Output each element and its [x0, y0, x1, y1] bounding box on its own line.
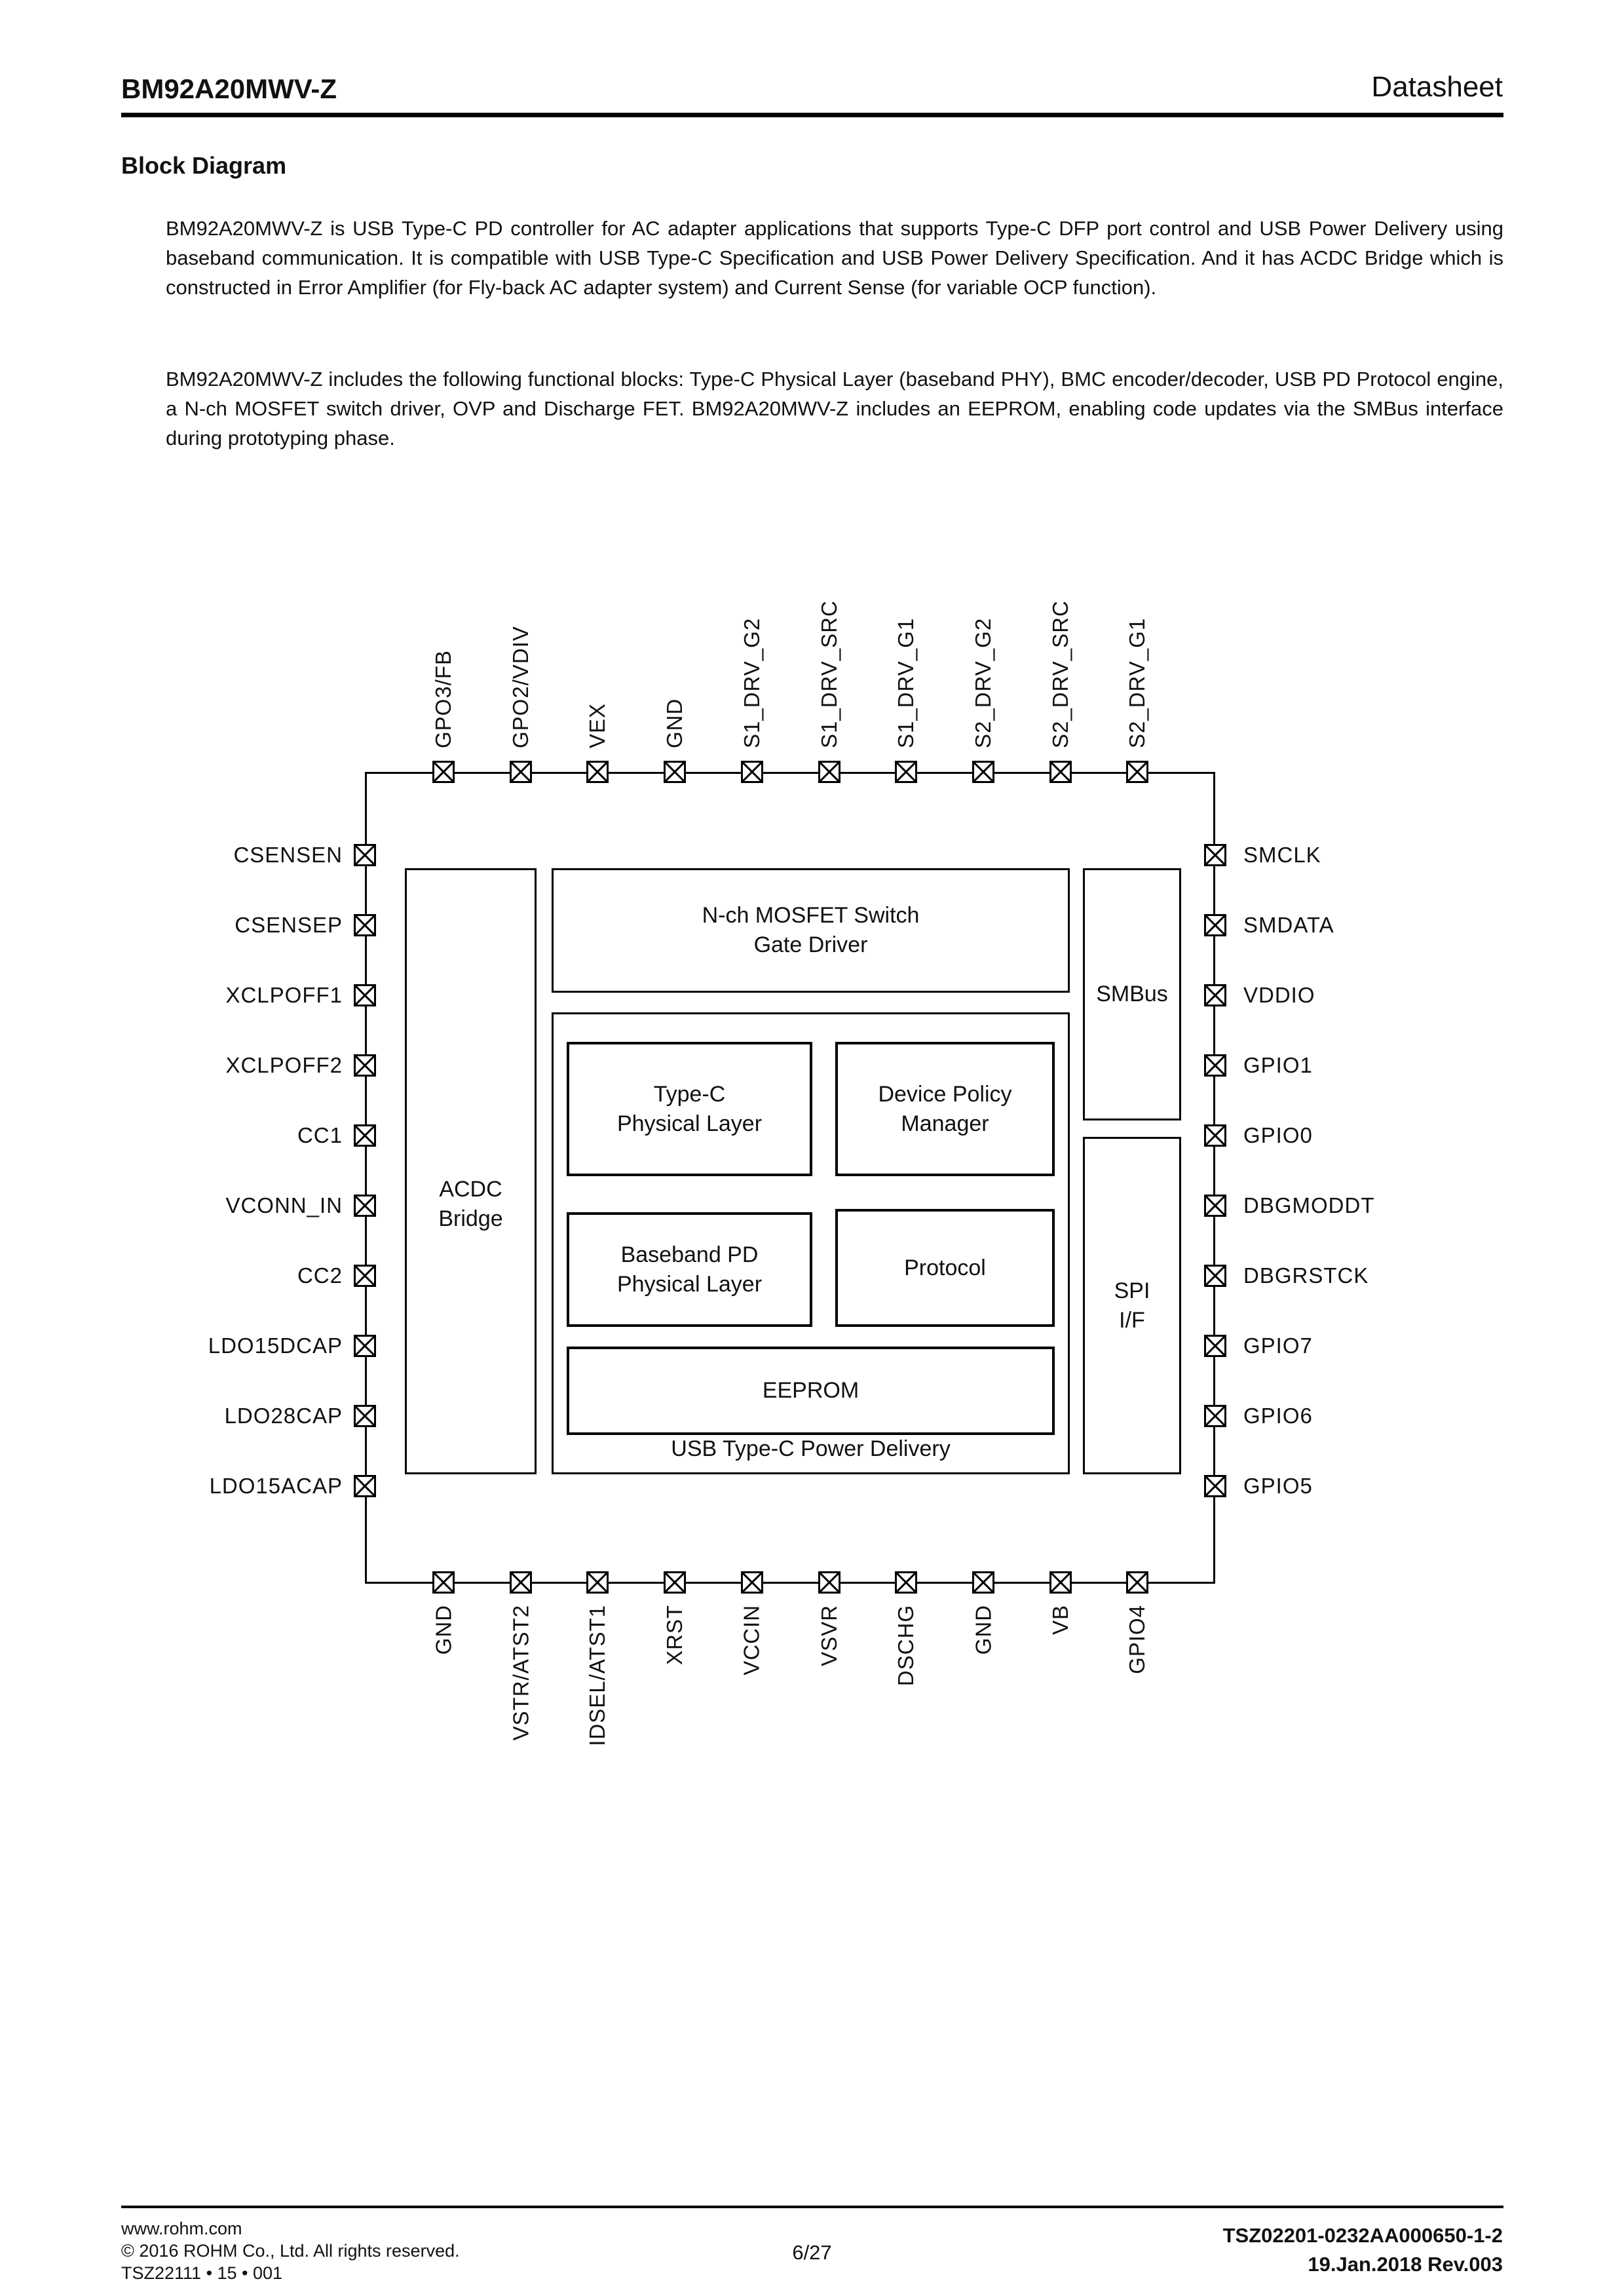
pin-label-CSENSEN: CSENSEN — [233, 843, 343, 867]
pin-label-VB: VB — [1048, 1605, 1072, 1636]
footer-doc-code-right: TSZ02201-0232AA000650-1-2 — [1222, 2224, 1503, 2247]
pin-left-VCONN_IN — [354, 1195, 376, 1217]
block-label: N-ch MOSFET Switch — [702, 903, 920, 928]
pin-label-CC1: CC1 — [297, 1123, 343, 1147]
pin-label-GPIO7: GPIO7 — [1243, 1333, 1313, 1358]
block-label: Type-C — [653, 1081, 726, 1107]
pin-bottom-VSTR/ATST2 — [510, 1571, 532, 1594]
pin-label-GND: GND — [431, 1605, 455, 1655]
footer-revision: 19.Jan.2018 Rev.003 — [1308, 2253, 1503, 2276]
pin-label-DBGMODDT: DBGMODDT — [1243, 1193, 1375, 1217]
pin-bottom-IDSEL/ATST1 — [586, 1571, 609, 1594]
footer-website: www.rohm.com — [121, 2219, 242, 2238]
pin-label-S2_DRV_G1: S2_DRV_G1 — [1125, 617, 1149, 748]
nch-mosfet-gate-driver-block — [552, 868, 1070, 993]
block-label: Physical Layer — [616, 1271, 763, 1297]
pin-label-GPIO1: GPIO1 — [1243, 1053, 1313, 1077]
type-c-physical-layer-block — [567, 1042, 812, 1176]
pin-label-XCLPOFF1: XCLPOFF1 — [225, 983, 343, 1007]
pin-label-VCCIN: VCCIN — [740, 1605, 764, 1675]
block-label: Physical Layer — [616, 1111, 763, 1136]
pin-label-VDDIO: VDDIO — [1243, 983, 1315, 1007]
pin-label-S2_DRV_SRC: S2_DRV_SRC — [1048, 600, 1072, 748]
pin-right-GPIO5 — [1204, 1475, 1226, 1497]
pin-bottom-VCCIN — [741, 1571, 763, 1594]
pin-label-XCLPOFF2: XCLPOFF2 — [225, 1053, 343, 1077]
pin-label-S1_DRV_G1: S1_DRV_G1 — [894, 617, 918, 748]
pin-label-GND: GND — [971, 1605, 995, 1655]
footer-doc-code-left: TSZ22111 • 15 • 001 — [121, 2263, 283, 2283]
document-type: Datasheet — [1371, 71, 1503, 103]
pin-right-DBGRSTCK — [1204, 1265, 1226, 1287]
protocol-block — [835, 1209, 1055, 1327]
pin-label-LDO15DCAP: LDO15DCAP — [208, 1333, 343, 1358]
pin-top-S2_DRV_G2 — [972, 761, 994, 783]
block-label: Baseband PD — [620, 1242, 759, 1267]
block-label: EEPROM — [762, 1378, 859, 1403]
pin-label-CC2: CC2 — [297, 1263, 343, 1288]
pin-left-LDO15ACAP — [354, 1475, 376, 1497]
pin-label-S1_DRV_SRC: S1_DRV_SRC — [817, 600, 841, 748]
pin-left-XCLPOFF1 — [354, 984, 376, 1006]
pin-bottom-GND — [432, 1571, 455, 1594]
pin-left-LDO28CAP — [354, 1405, 376, 1427]
smbus-block — [1083, 868, 1181, 1120]
block-label: ACDC — [439, 1176, 502, 1202]
footer-rule — [121, 2206, 1503, 2208]
usb-type-c-power-delivery-label: USB Type-C Power Delivery — [671, 1436, 951, 1461]
device-policy-manager-block — [835, 1042, 1055, 1176]
pin-label-VSVR: VSVR — [817, 1605, 841, 1666]
pin-bottom-GPIO4 — [1126, 1571, 1148, 1594]
block-label: I/F — [1119, 1307, 1145, 1333]
pin-label-GPIO6: GPIO6 — [1243, 1404, 1313, 1428]
pin-right-DBGMODDT — [1204, 1195, 1226, 1217]
pin-label-S1_DRV_G2: S1_DRV_G2 — [740, 617, 764, 748]
block-label: Manager — [901, 1111, 989, 1136]
block-label: Protocol — [904, 1255, 986, 1280]
pin-left-CC1 — [354, 1124, 376, 1147]
pin-top-S1_DRV_G1 — [895, 761, 917, 783]
footer-right — [1223, 2221, 1503, 2279]
pin-right-GPIO7 — [1204, 1335, 1226, 1357]
pin-right-SMDATA — [1204, 914, 1226, 936]
intro-paragraph-2: BM92A20MWV-Z includes the following functional blocks: Type-C Physical Layer (baseband PHY), BMC encoder/decoder, USB PD Protocol engine, a N-ch MOSFET switch driver, OVP and Discharge FET. BM92A20MWV-Z includes an EEPROM, enabling code updates via the SMBus interface during prototyping phase. — [166, 368, 1503, 450]
pin-label-VCONN_IN: VCONN_IN — [225, 1193, 343, 1217]
pin-label-IDSEL/ATST1: IDSEL/ATST1 — [585, 1605, 609, 1746]
pin-top-VEX — [586, 761, 609, 783]
pin-right-GPIO1 — [1204, 1054, 1226, 1077]
pin-left-CSENSEN — [354, 844, 376, 866]
pin-left-LDO15DCAP — [354, 1335, 376, 1357]
block-label: Bridge — [438, 1206, 503, 1231]
pin-left-CSENSEP — [354, 914, 376, 936]
pin-label-VEX: VEX — [585, 702, 609, 748]
pin-label-GPIO0: GPIO0 — [1243, 1123, 1313, 1147]
acdc-bridge-block — [405, 868, 537, 1474]
pin-right-VDDIO — [1204, 984, 1226, 1006]
pin-right-GPIO0 — [1204, 1124, 1226, 1147]
pin-top-S2_DRV_G1 — [1126, 761, 1148, 783]
pin-label-S2_DRV_G2: S2_DRV_G2 — [971, 617, 995, 748]
block-label: Gate Driver — [753, 932, 868, 957]
pin-top-S2_DRV_SRC — [1049, 761, 1072, 783]
pin-label-XRST: XRST — [662, 1605, 687, 1666]
pin-bottom-DSCHG — [895, 1571, 917, 1594]
pin-label-LDO28CAP: LDO28CAP — [224, 1404, 343, 1428]
pin-left-XCLPOFF2 — [354, 1054, 376, 1077]
block-label: SPI — [1114, 1278, 1150, 1303]
pin-bottom-VSVR — [818, 1571, 840, 1594]
pin-top-GND — [664, 761, 686, 783]
pin-left-CC2 — [354, 1265, 376, 1287]
block-label: SMBus — [1096, 982, 1168, 1006]
pin-label-GPO2/VDIV: GPO2/VDIV — [508, 626, 533, 748]
pin-bottom-VB — [1049, 1571, 1072, 1594]
pin-right-SMCLK — [1204, 844, 1226, 866]
pin-top-S1_DRV_SRC — [818, 761, 840, 783]
pin-label-DSCHG: DSCHG — [894, 1605, 918, 1687]
pin-label-GPO3/FB: GPO3/FB — [431, 649, 455, 748]
spi-if-block — [1083, 1137, 1181, 1474]
block-label: Device Policy — [878, 1081, 1012, 1107]
footer-copyright: © 2016 ROHM Co., Ltd. All rights reserved. — [121, 2241, 460, 2261]
pin-bottom-GND — [972, 1571, 994, 1594]
pin-label-SMDATA: SMDATA — [1243, 913, 1334, 937]
pin-label-CSENSEP: CSENSEP — [235, 913, 343, 937]
baseband-pd-physical-layer-block — [567, 1212, 812, 1327]
section-title: Block Diagram — [121, 152, 287, 179]
pin-label-GPIO4: GPIO4 — [1125, 1605, 1149, 1674]
eeprom-block — [567, 1347, 1055, 1435]
pin-label-DBGRSTCK: DBGRSTCK — [1243, 1263, 1369, 1288]
intro-paragraph-1: BM92A20MWV-Z is USB Type-C PD controller for AC adapter applications that supports Type-C DFP port control and USB Power Delivery using baseband communication. It is compatible with USB Type-C Specification and USB Power Delivery Specification. And it has ACDC Bridge which is constructed in Error Amplifier (for Fly-back AC adapter system) and Current Sense (for variable OCP function). — [166, 217, 1503, 299]
pin-label-VSTR/ATST2: VSTR/ATST2 — [508, 1605, 533, 1741]
pin-top-GPO2/VDIV — [510, 761, 532, 783]
pin-label-SMCLK: SMCLK — [1243, 843, 1321, 867]
pin-top-GPO3/FB — [432, 761, 455, 783]
pin-label-LDO15ACAP: LDO15ACAP — [209, 1474, 343, 1498]
pin-label-GPIO5: GPIO5 — [1243, 1474, 1313, 1498]
part-number: BM92A20MWV-Z — [121, 73, 337, 104]
footer-page-number: 6/27 — [792, 2241, 832, 2264]
pin-top-S1_DRV_G2 — [741, 761, 763, 783]
pin-bottom-XRST — [664, 1571, 686, 1594]
pin-right-GPIO6 — [1204, 1405, 1226, 1427]
pin-label-GND: GND — [662, 698, 687, 748]
